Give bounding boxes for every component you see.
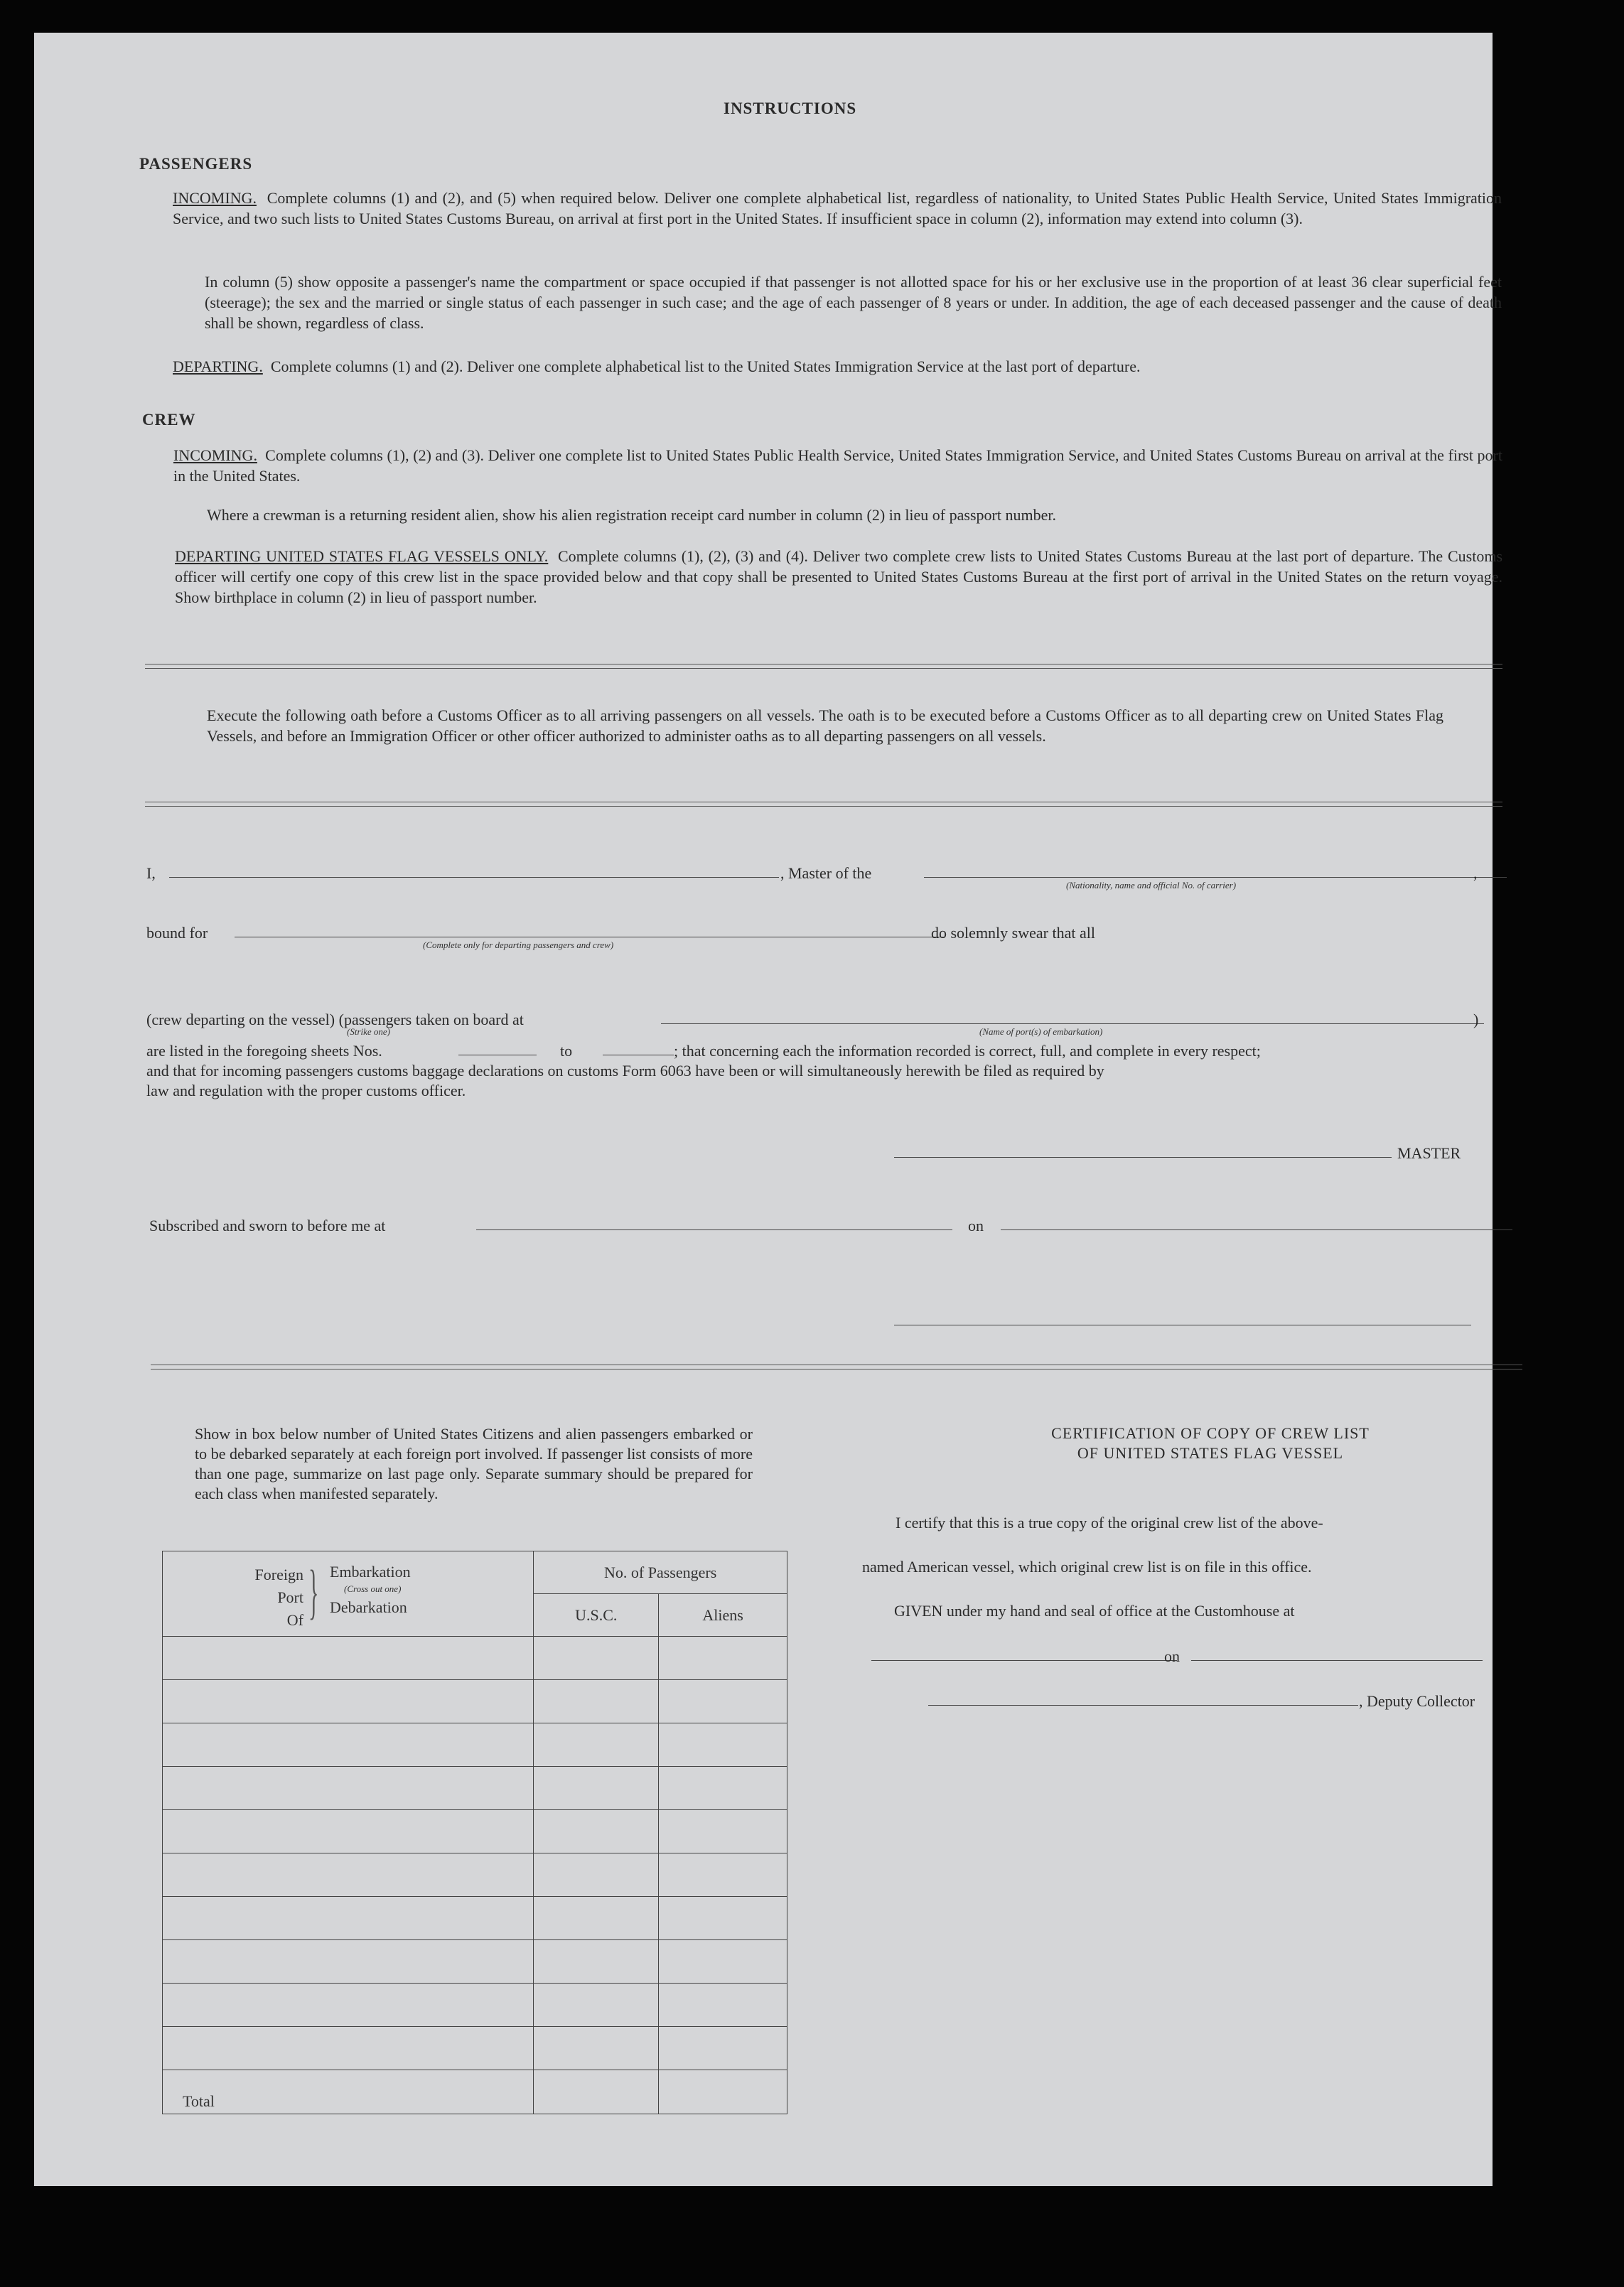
sworn-date-field[interactable] bbox=[1001, 1229, 1512, 1230]
aliens-cell[interactable] bbox=[659, 1853, 787, 1897]
declaration-line3: law and regulation with the proper customs officer. bbox=[146, 1082, 466, 1099]
total-label: Total bbox=[163, 2070, 534, 2114]
usc-cell[interactable] bbox=[534, 1637, 659, 1680]
port-label: Port bbox=[277, 1588, 303, 1606]
port-cell[interactable] bbox=[163, 1723, 534, 1767]
certification-line-2: named American vessel, which original crew list is on file in this office. bbox=[862, 1558, 1312, 1576]
subscribed-text: Subscribed and sworn to before me at bbox=[149, 1217, 386, 1234]
embarkation-port-field[interactable] bbox=[661, 1023, 1484, 1024]
table-row bbox=[163, 1984, 787, 2027]
total-aliens-cell[interactable] bbox=[659, 2070, 787, 2114]
passengers-departing-text: Complete columns (1) and (2). Deliver one complete alphabetical list to the United States Immigration Service at the last port of departure. bbox=[270, 357, 1141, 375]
passengers-heading: PASSENGERS bbox=[139, 155, 253, 173]
aliens-cell[interactable] bbox=[659, 1940, 787, 1984]
usc-cell[interactable] bbox=[534, 1810, 659, 1853]
deputy-signature-field[interactable] bbox=[928, 1705, 1358, 1706]
embarkation-label: Embarkation bbox=[330, 1562, 411, 1581]
port-cell[interactable] bbox=[163, 1940, 534, 1984]
usc-cell[interactable] bbox=[534, 1940, 659, 1984]
aliens-cell[interactable] bbox=[659, 1680, 787, 1723]
listed-sheets-text: are listed in the foregoing sheets Nos. bbox=[146, 1042, 382, 1060]
table-row bbox=[163, 1853, 787, 1897]
crew-incoming-text: Complete columns (1), (2) and (3). Deliver one complete list to United States Public Health Service, United States Immigration Service, and United States Customs Bureau on arrival at the first port in the United States. bbox=[173, 446, 1502, 485]
divider bbox=[151, 1365, 1522, 1369]
aliens-cell[interactable] bbox=[659, 2027, 787, 2070]
port-cell[interactable] bbox=[163, 1984, 534, 2027]
on-label: on bbox=[968, 1217, 984, 1234]
brace-icon: } bbox=[308, 1556, 319, 1625]
divider bbox=[145, 664, 1502, 669]
aliens-cell[interactable] bbox=[659, 1723, 787, 1767]
passenger-summary-table bbox=[162, 1551, 787, 2114]
carrier-hint: (Nationality, name and official No. of carrier) bbox=[1066, 880, 1237, 890]
oath-i-label: I, bbox=[146, 864, 156, 882]
passengers-incoming-label: INCOMING. bbox=[173, 189, 257, 207]
solemnly-swear-text: do solemnly swear that all bbox=[931, 924, 1095, 942]
passengers-incoming-text: Complete columns (1) and (2), and (5) when required below. Deliver one complete alphabetical list, regardless of nationality, to United States Public Health Service, United States Immigration Service, and two such lists to United States Customs Bureau, on arrival at first port in the United States. If insufficient space in column (2), information may extend into column (3). bbox=[173, 189, 1502, 227]
aliens-cell[interactable] bbox=[659, 1767, 787, 1810]
aliens-cell[interactable] bbox=[659, 1897, 787, 1940]
customhouse-field[interactable] bbox=[871, 1660, 1177, 1661]
carrier-field[interactable] bbox=[924, 877, 1507, 878]
certification-on-label: on bbox=[1164, 1647, 1180, 1665]
declaration-line2: and that for incoming passengers customs baggage declarations on customs Form 6063 have been or will simultaneously herewith be filed as required by bbox=[146, 1062, 1104, 1080]
passengers-column5-paragraph: In column (5) show opposite a passenger's name the compartment or space occupied if that passenger is not allotted space for his or her exclusive use in the proportion of at least 36 clear superficial feet (steerage); the sex and the married or single status of each passenger in such case; and the age of each passenger of 8 years or under. In addition, the age of each deceased passenger and the cause of death shall be shown, regardless of class. bbox=[205, 273, 1502, 332]
aliens-cell[interactable] bbox=[659, 1810, 787, 1853]
close-paren: ) bbox=[1473, 1011, 1479, 1028]
table-row bbox=[163, 1897, 787, 1940]
crew-departing-label: DEPARTING UNITED STATES FLAG VESSELS ONLY. bbox=[175, 547, 549, 565]
of-label: Of bbox=[286, 1610, 303, 1629]
certification-title-2: OF UNITED STATES FLAG VESSEL bbox=[1077, 1444, 1344, 1462]
port-header-cell bbox=[163, 1551, 534, 1637]
crew-heading: CREW bbox=[142, 411, 196, 429]
bound-for-label: bound for bbox=[146, 924, 208, 942]
port-cell[interactable] bbox=[163, 1897, 534, 1940]
passengers-departing-label: DEPARTING. bbox=[173, 357, 263, 375]
foreign-label: Foreign bbox=[254, 1565, 303, 1583]
table-row bbox=[163, 1637, 787, 1680]
port-cell[interactable] bbox=[163, 1853, 534, 1897]
usc-cell[interactable] bbox=[534, 1680, 659, 1723]
strike-one-hint: (Strike one) bbox=[347, 1026, 391, 1037]
port-cell[interactable] bbox=[163, 1637, 534, 1680]
table-row bbox=[163, 2027, 787, 2070]
sworn-place-field[interactable] bbox=[476, 1229, 952, 1230]
concerning-text: ; that concerning each the information recorded is correct, full, and complete in every respect; bbox=[674, 1042, 1261, 1060]
aliens-cell[interactable] bbox=[659, 1984, 787, 2027]
summary-instructions: Show in box below number of United States Citizens and alien passengers embarked or to be debarked separately at each foreign port involved. If passenger list consists of more than one page, summarize on last page only. Separate summary should be prepared for each class when manifested separately. bbox=[195, 1425, 753, 1502]
crew-passengers-text: (crew departing on the vessel) (passengers taken on board at bbox=[146, 1011, 524, 1028]
port-cell[interactable] bbox=[163, 1810, 534, 1853]
aliens-header: Aliens bbox=[659, 1594, 787, 1637]
total-usc-cell[interactable] bbox=[534, 2070, 659, 2114]
usc-cell[interactable] bbox=[534, 1897, 659, 1940]
comma: , bbox=[1473, 864, 1478, 882]
table-row bbox=[163, 1810, 787, 1853]
master-signature-field[interactable] bbox=[894, 1157, 1392, 1158]
crew-incoming-paragraph bbox=[173, 445, 1502, 486]
usc-cell[interactable] bbox=[534, 1723, 659, 1767]
table-row bbox=[163, 1940, 787, 1984]
cross-out-hint: (Cross out one) bbox=[344, 1583, 402, 1594]
port-cell[interactable] bbox=[163, 2027, 534, 2070]
crew-incoming-label: INCOMING. bbox=[173, 446, 257, 464]
crew-departing-text: Complete columns (1), (2), (3) and (4). Deliver two complete crew lists to United States Customs Bureau at the last port of departure. The Customs officer will certify one copy of this crew list in the space provided below and that copy shall be presented to United States Customs Bureau at the first port of arrival in the United States on the return voyage. Show birthplace in column (2) in lieu of passport number. bbox=[175, 547, 1503, 606]
usc-cell[interactable] bbox=[534, 1984, 659, 2027]
certification-line-1: I certify that this is a true copy of the original crew list of the above- bbox=[896, 1514, 1323, 1532]
usc-cell[interactable] bbox=[534, 1767, 659, 1810]
port-cell[interactable] bbox=[163, 1767, 534, 1810]
oath-instructions: Execute the following oath before a Customs Officer as to all arriving passengers on all vessels. The oath is to be executed before a Customs Officer as to all departing crew on United States Flag Vessels, and before an Immigration Officer or other officer authorized to administer oaths as to all departing passengers on all vessels. bbox=[207, 706, 1443, 745]
no-of-passengers-header: No. of Passengers bbox=[534, 1551, 787, 1594]
crew-resident-paragraph: Where a crewman is a returning resident alien, show his alien registration receipt card number in column (2) in lieu of passport number. bbox=[207, 506, 1056, 524]
usc-cell[interactable] bbox=[534, 2027, 659, 2070]
usc-header: U.S.C. bbox=[534, 1594, 659, 1637]
page-title: INSTRUCTIONS bbox=[724, 99, 857, 117]
aliens-cell[interactable] bbox=[659, 1637, 787, 1680]
port-hint: (Name of port(s) of embarkation) bbox=[979, 1026, 1103, 1037]
to-label: to bbox=[560, 1042, 573, 1060]
certification-line-3: GIVEN under my hand and seal of office at the Customhouse at bbox=[894, 1602, 1295, 1620]
form-sheet bbox=[34, 33, 1503, 2186]
total-row bbox=[163, 2070, 787, 2114]
certification-date-field[interactable] bbox=[1191, 1660, 1483, 1661]
master-label: MASTER bbox=[1397, 1144, 1461, 1162]
master-name-field[interactable] bbox=[169, 877, 779, 878]
passengers-incoming-paragraph bbox=[173, 188, 1502, 229]
deputy-collector-label: , Deputy Collector bbox=[1359, 1692, 1475, 1710]
usc-cell[interactable] bbox=[534, 1853, 659, 1897]
passengers-departing-paragraph bbox=[173, 356, 1502, 377]
port-cell[interactable] bbox=[163, 1680, 534, 1723]
table-row bbox=[163, 1767, 787, 1810]
table-row bbox=[163, 1680, 787, 1723]
certification-title-1: CERTIFICATION OF COPY OF CREW LIST bbox=[1051, 1424, 1370, 1442]
table-row bbox=[163, 1723, 787, 1767]
crew-departing-paragraph bbox=[175, 546, 1502, 608]
bound-for-hint: (Complete only for departing passengers and crew) bbox=[423, 940, 614, 950]
divider bbox=[145, 802, 1502, 807]
master-of-label: , Master of the bbox=[780, 864, 872, 882]
debarkation-label: Debarkation bbox=[330, 1598, 407, 1616]
